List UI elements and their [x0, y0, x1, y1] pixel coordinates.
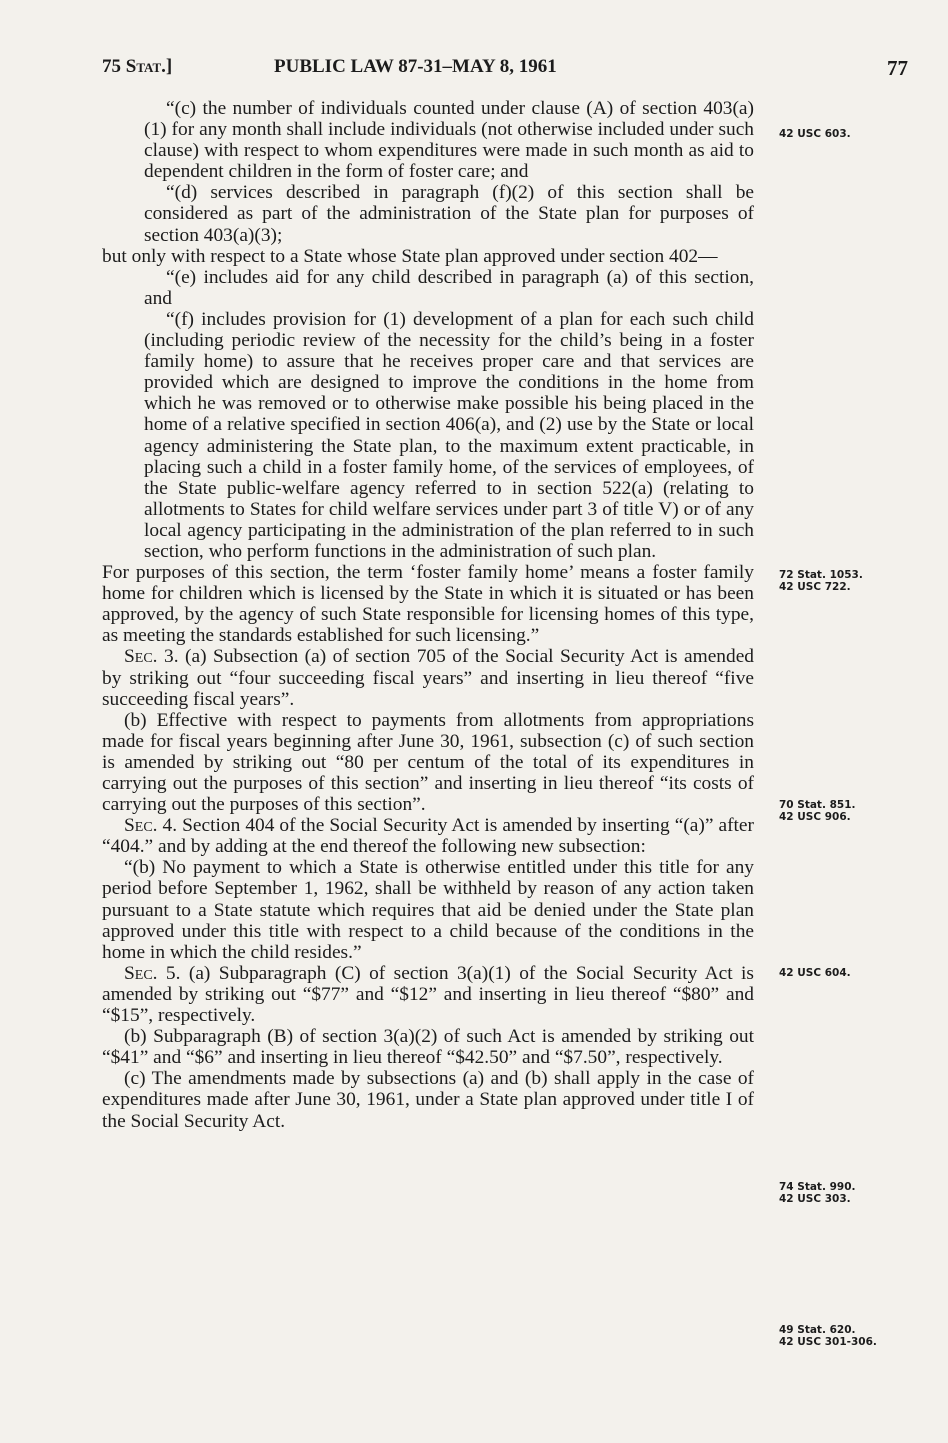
paragraph-definition: For purposes of this section, the term ‘foster family home’ means a foster family home for children which is licensed by the State in which it is situated or has been approved, by the agency of such State responsible for licensing homes of this type, as meeting the standards established for such licensing.” — [102, 562, 754, 647]
paragraph-clause-c: “(c) the number of individuals counted under clause (A) of section 403(a)(1) for any month shall include individuals (not otherwise included under such clause) with respect to whom expenditures were made in such month as aid to dependent children in the form of foster care; and — [144, 98, 754, 183]
paragraph-proviso: but only with respect to a State whose State plan approved under section 402— — [102, 245, 718, 267]
paragraph-sec-4b: “(b) No payment to which a State is otherwise entitled under this title for any period before September 1, 1962, shall be withheld by reason of any action taken pursuant to a State statute which requires that aid be denied under the State plan approved under this title with respect to a child because of the conditions in the home in which the child resides.” — [102, 857, 754, 963]
section-label: Sec. 4. — [124, 815, 178, 837]
page-header — [102, 56, 908, 86]
running-head-volume: 75 Stat.] — [102, 56, 173, 77]
margin-note: 42 USC 604. — [779, 967, 851, 979]
paragraph-sec-4: Sec. 4. Section 404 of the Social Security Act is amended by inserting “(a)” after “404.” and by adding at the end thereof the following new subsection: — [102, 815, 754, 858]
paragraph-sec-5b: (b) Subparagraph (B) of section 3(a)(2) of such Act is amended by striking out “$41” and “$6” and inserting in lieu thereof “$42.50” and “$7.50”, respectively. — [102, 1026, 754, 1069]
paragraph-clause-e: “(e) includes aid for any child described in paragraph (a) of this section, and — [144, 266, 754, 309]
paragraph-sec-5c: (c) The amendments made by subsections (a) and (b) shall apply in the case of expenditures made after June 30, 1961, under a State plan approved under title I of the Social Security Act. — [102, 1068, 754, 1132]
section-label: Sec. 3. — [124, 646, 179, 668]
body-text — [102, 98, 754, 1132]
margin-note: 42 USC 603. — [779, 128, 851, 140]
running-head-title: PUBLIC LAW 87-31–MAY 8, 1961 — [274, 56, 557, 77]
margin-note: 49 Stat. 620. 42 USC 301-306. — [779, 1324, 877, 1348]
page-number: 77 — [887, 56, 908, 80]
section-label: Sec. 5. — [124, 962, 181, 984]
margin-note: 70 Stat. 851. 42 USC 906. — [779, 799, 856, 823]
margin-note: 74 Stat. 990. 42 USC 303. — [779, 1181, 856, 1205]
paragraph-clause-f: “(f) includes provision for (1) development of a plan for each such child (including periodic review of the necessity for the child’s being in a foster family home) to assure that he receives proper care and that services are provided which are designed to improve the conditions in the home from which he was removed or to otherwise make possible his being placed in the home of a relative specified in section 406(a), and (2) use by the State or local agency administering the State plan, to the maximum extent practicable, in placing such a child in a foster family home, of the services of employees, of the State public-welfare agency referred to in section 522(a) (relating to allotments to States for child welfare services under part 3 of title V) or of any local agency participating in the administration of the plan referred to in such section, who perform functions in the administration of such plan. — [144, 308, 754, 562]
paragraph-sec-5a: Sec. 5. (a) Subparagraph (C) of section 3(a)(1) of the Social Security Act is amended by striking out “$77” and “$12” and inserting in lieu thereof “$80” and “$15”, respectively. — [102, 962, 754, 1027]
paragraph-sec-3a: Sec. 3. (a) Subsection (a) of section 705 of the Social Security Act is amended by striking out “four succeeding fiscal years” and inserting in lieu thereof “five succeeding fiscal years”. — [102, 646, 754, 710]
paragraph-sec-3b: (b) Effective with respect to payments from allotments from appropriations made for fiscal years beginning after June 30, 1961, subsection (c) of such section is amended by striking out “80 per centum of the total of its expenditures in carrying out the purposes of this section” and inserting in lieu thereof “its costs of carrying out the purposes of this section”. — [102, 709, 754, 816]
paragraph-clause-d: “(d) services described in paragraph (f)(2) of this section shall be considered as part of the administration of the State plan for purposes of section 403(a)(3); — [144, 182, 754, 246]
margin-note: 72 Stat. 1053. 42 USC 722. — [779, 569, 863, 593]
